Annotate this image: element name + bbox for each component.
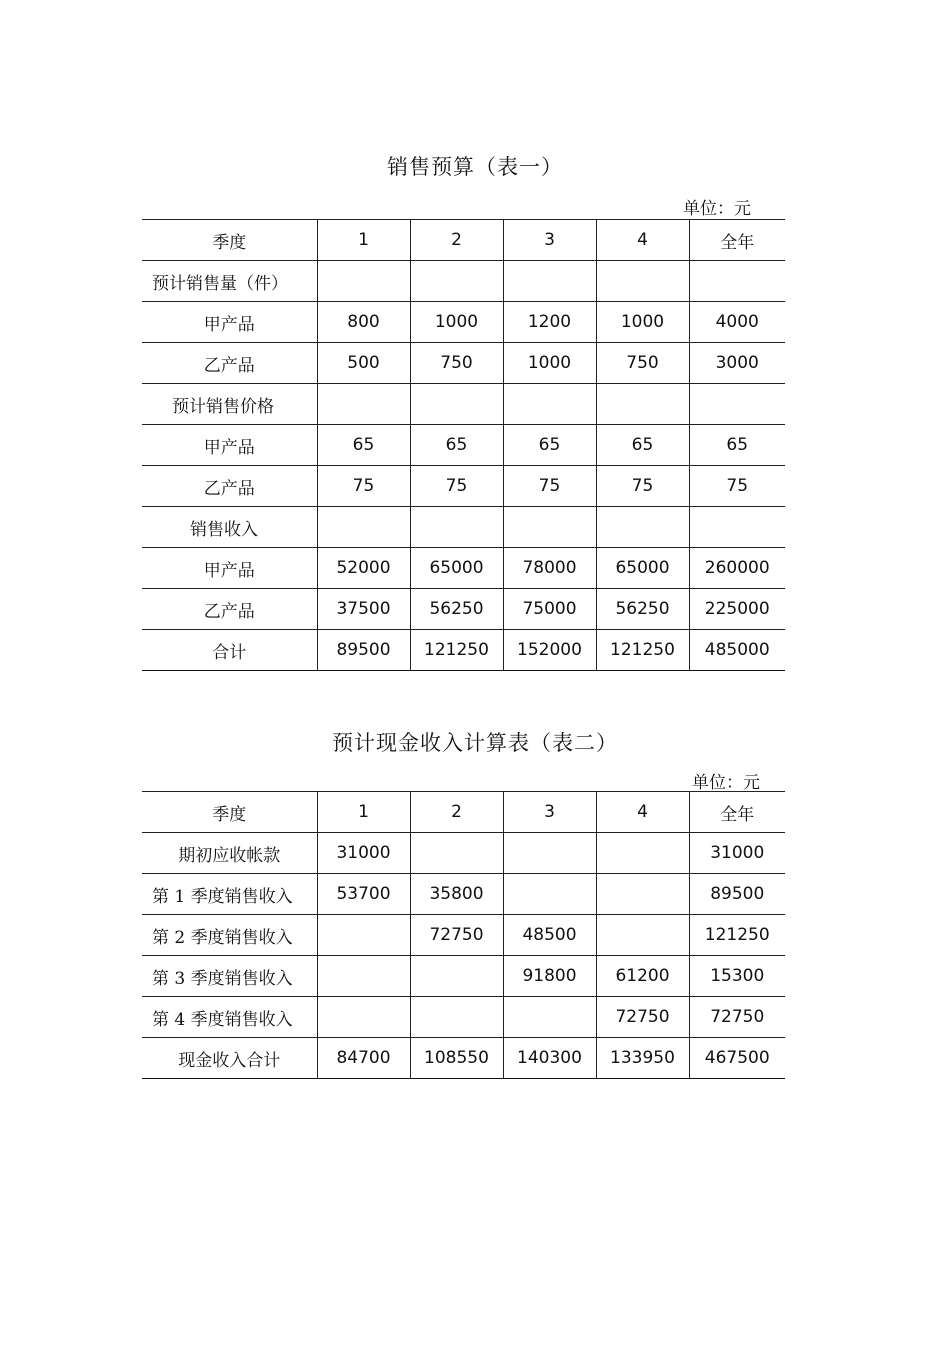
table-cell: 56250 <box>596 589 689 630</box>
row-label: 销售收入 <box>142 507 317 548</box>
table-cell: 53700 <box>317 874 410 915</box>
row-label: 合计 <box>142 630 317 671</box>
table-cell: 75000 <box>503 589 596 630</box>
table-row <box>142 915 785 956</box>
table2-unit: 单位：元 <box>692 773 760 793</box>
table-cell <box>317 997 410 1038</box>
table-cell: 1000 <box>596 302 689 343</box>
table-cell: 260000 <box>689 548 785 589</box>
table-cell: 1000 <box>503 343 596 384</box>
table-cell: 75 <box>596 466 689 507</box>
table-cell <box>503 833 596 874</box>
header-cell-q4: 4 <box>596 220 689 261</box>
table-cell: 133950 <box>596 1038 689 1079</box>
table-cell <box>503 384 596 425</box>
table-cell <box>596 833 689 874</box>
table-cell <box>596 507 689 548</box>
table-cell <box>596 915 689 956</box>
row-label: 乙产品 <box>142 343 317 384</box>
table-row <box>142 833 785 874</box>
table-cell <box>317 261 410 302</box>
row-label: 预计销售价格 <box>142 384 317 425</box>
table-cell: 65 <box>689 425 785 466</box>
table-cell <box>503 997 596 1038</box>
table-cell: 75 <box>317 466 410 507</box>
header-cell-q3: 3 <box>503 792 596 833</box>
table-row <box>142 302 785 343</box>
table-cell <box>410 956 503 997</box>
table-cell: 152000 <box>503 630 596 671</box>
table-cell: 750 <box>410 343 503 384</box>
table-row <box>142 548 785 589</box>
table-cell <box>689 384 785 425</box>
table-cell: 121250 <box>596 630 689 671</box>
table-cell: 65 <box>317 425 410 466</box>
table-cell: 89500 <box>317 630 410 671</box>
table-row <box>142 997 785 1038</box>
row-label: 甲产品 <box>142 425 317 466</box>
table-cell: 140300 <box>503 1038 596 1079</box>
table-cell: 56250 <box>410 589 503 630</box>
table-cell: 61200 <box>596 956 689 997</box>
table-row <box>142 956 785 997</box>
row-label: 乙产品 <box>142 589 317 630</box>
table-cell: 75 <box>689 466 785 507</box>
table-cell: 78000 <box>503 548 596 589</box>
table-cell <box>410 384 503 425</box>
table-cell <box>503 261 596 302</box>
table1-unit: 单位：元 <box>683 199 751 219</box>
table-cell: 15300 <box>689 956 785 997</box>
table-cell: 72750 <box>410 915 503 956</box>
table-cell: 31000 <box>689 833 785 874</box>
header-cell-quarter: 季度 <box>142 792 317 833</box>
table-cell <box>596 384 689 425</box>
table-cell: 75 <box>503 466 596 507</box>
row-label: 第 3 季度销售收入 <box>142 956 317 997</box>
table-cell <box>596 874 689 915</box>
table-cell: 65000 <box>410 548 503 589</box>
table-cell: 65 <box>503 425 596 466</box>
table-cell: 3000 <box>689 343 785 384</box>
row-label: 预计销售量（件） <box>142 261 317 302</box>
table-cell: 750 <box>596 343 689 384</box>
header-cell-q1: 1 <box>317 792 410 833</box>
table-cell <box>410 507 503 548</box>
table-cell <box>410 833 503 874</box>
table-cell <box>410 997 503 1038</box>
table-cell: 800 <box>317 302 410 343</box>
header-cell-q4: 4 <box>596 792 689 833</box>
header-cell-year: 全年 <box>689 792 785 833</box>
table-cell <box>689 507 785 548</box>
table-cell: 48500 <box>503 915 596 956</box>
table-cell: 1200 <box>503 302 596 343</box>
table-cell: 485000 <box>689 630 785 671</box>
sales-budget-table <box>142 219 785 671</box>
table-cell: 35800 <box>410 874 503 915</box>
table-row <box>142 874 785 915</box>
row-label: 第 4 季度销售收入 <box>142 997 317 1038</box>
table-cell: 65 <box>410 425 503 466</box>
table-row <box>142 261 785 302</box>
table2-title: 预计现金收入计算表（表二） <box>332 731 618 755</box>
table-cell <box>596 261 689 302</box>
table1-title: 销售预算（表一） <box>387 155 563 179</box>
table-cell: 500 <box>317 343 410 384</box>
table-cell <box>317 507 410 548</box>
header-cell-quarter: 季度 <box>142 220 317 261</box>
table-cell <box>317 956 410 997</box>
table-cell: 4000 <box>689 302 785 343</box>
row-label: 现金收入合计 <box>142 1038 317 1079</box>
table-cell: 72750 <box>596 997 689 1038</box>
cash-receipts-table <box>142 791 785 1079</box>
row-label: 期初应收帐款 <box>142 833 317 874</box>
table-row-total <box>142 630 785 671</box>
header-cell-q2: 2 <box>410 220 503 261</box>
table-row <box>142 507 785 548</box>
header-cell-q2: 2 <box>410 792 503 833</box>
row-label: 第 2 季度销售收入 <box>142 915 317 956</box>
table-cell: 1000 <box>410 302 503 343</box>
table-row <box>142 466 785 507</box>
table-cell: 121250 <box>689 915 785 956</box>
table-cell: 89500 <box>689 874 785 915</box>
table-cell <box>503 874 596 915</box>
row-label: 第 1 季度销售收入 <box>142 874 317 915</box>
table-cell: 75 <box>410 466 503 507</box>
header-cell-q3: 3 <box>503 220 596 261</box>
header-cell-q1: 1 <box>317 220 410 261</box>
table-cell: 65000 <box>596 548 689 589</box>
table-cell: 467500 <box>689 1038 785 1079</box>
table-row-total <box>142 1038 785 1079</box>
header-cell-year: 全年 <box>689 220 785 261</box>
table-cell: 108550 <box>410 1038 503 1079</box>
table-cell <box>317 384 410 425</box>
table-row <box>142 425 785 466</box>
table-header-row <box>142 792 785 833</box>
table-cell: 121250 <box>410 630 503 671</box>
table-cell: 225000 <box>689 589 785 630</box>
table-row <box>142 589 785 630</box>
table-cell: 37500 <box>317 589 410 630</box>
table-cell <box>503 507 596 548</box>
row-label: 甲产品 <box>142 548 317 589</box>
table-row <box>142 343 785 384</box>
table-cell: 31000 <box>317 833 410 874</box>
table-cell: 52000 <box>317 548 410 589</box>
table-cell <box>317 915 410 956</box>
table-cell: 84700 <box>317 1038 410 1079</box>
row-label: 甲产品 <box>142 302 317 343</box>
table-cell: 65 <box>596 425 689 466</box>
table-cell <box>689 261 785 302</box>
table-header-row <box>142 220 785 261</box>
table-cell: 91800 <box>503 956 596 997</box>
table-cell: 72750 <box>689 997 785 1038</box>
row-label: 乙产品 <box>142 466 317 507</box>
table-cell <box>410 261 503 302</box>
table-row <box>142 384 785 425</box>
